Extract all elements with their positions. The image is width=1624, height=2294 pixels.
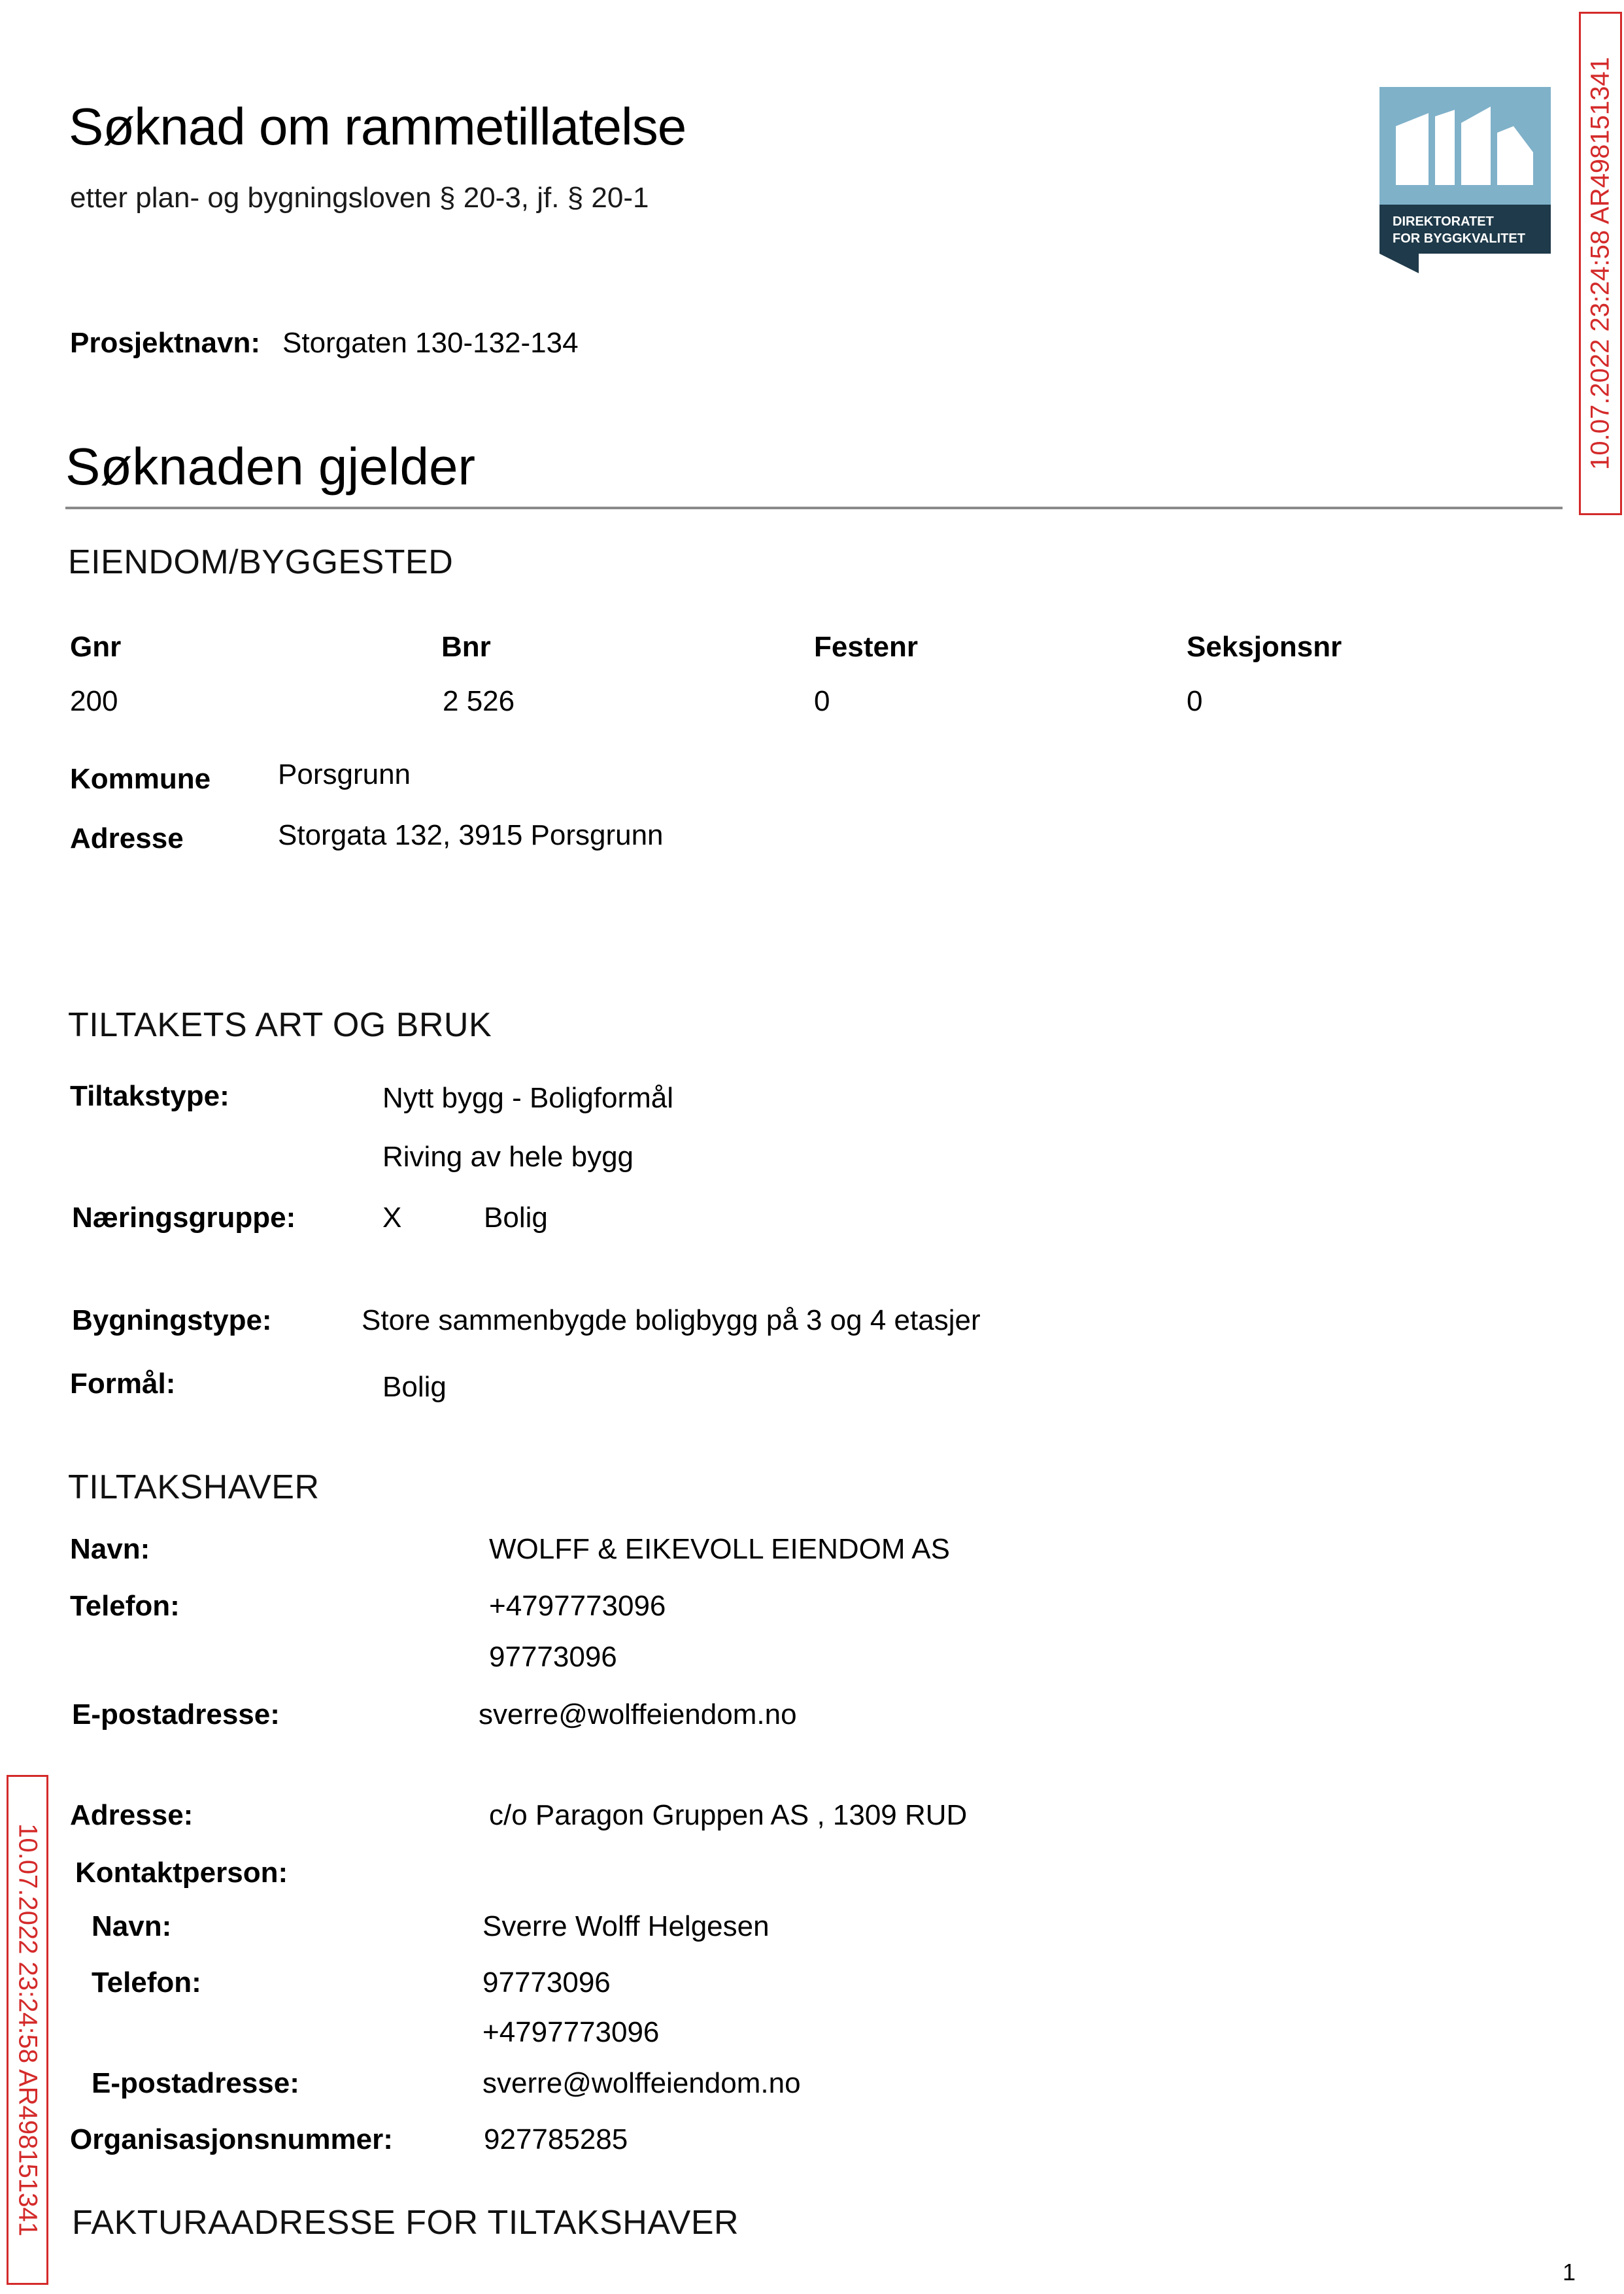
adresse-value: Storgata 132, 3915 Porsgrunn bbox=[278, 819, 664, 851]
bnr-value: 2 526 bbox=[443, 685, 515, 717]
tiltakshaver-telefon-label: Telefon: bbox=[70, 1590, 180, 1622]
seksjonsnr-value: 0 bbox=[1187, 685, 1203, 717]
formaal-value: Bolig bbox=[382, 1371, 447, 1403]
tiltakshaver-heading: TILTAKSHAVER bbox=[68, 1468, 320, 1506]
tiltakshaver-epost-label: E-postadresse: bbox=[72, 1698, 280, 1730]
tiltakshaver-telefon-value-2: 97773096 bbox=[489, 1641, 617, 1673]
festenr-label: Festenr bbox=[814, 631, 918, 663]
section-title: Søknaden gjelder bbox=[65, 437, 476, 496]
timestamp-stamp-bottom bbox=[7, 1775, 48, 2285]
kontakt-epost-value: sverre@wolffeiendom.no bbox=[482, 2067, 801, 2099]
bnr-label: Bnr bbox=[441, 631, 491, 663]
formaal-label: Formål: bbox=[70, 1368, 176, 1400]
document-title: Søknad om rammetillatelse bbox=[69, 97, 686, 156]
timestamp-stamp-top bbox=[1579, 12, 1622, 515]
kommune-label: Kommune bbox=[70, 763, 211, 795]
document-subtitle: etter plan- og bygningsloven § 20-3, jf. § 20-1 bbox=[70, 182, 649, 214]
seksjonsnr-label: Seksjonsnr bbox=[1187, 631, 1342, 663]
bygningstype-value: Store sammenbygde boligbygg på 3 og 4 etasjer bbox=[362, 1304, 981, 1336]
gnr-value: 200 bbox=[70, 685, 118, 717]
orgnr-value: 927785285 bbox=[484, 2123, 628, 2155]
section-divider bbox=[65, 507, 1563, 509]
gnr-label: Gnr bbox=[70, 631, 122, 663]
naeringsgruppe-label: Næringsgruppe: bbox=[72, 1202, 296, 1234]
orgnr-label: Organisasjonsnummer: bbox=[70, 2123, 393, 2155]
naeringsgruppe-code: X bbox=[382, 1202, 402, 1234]
naeringsgruppe-value: Bolig bbox=[484, 1202, 548, 1234]
project-name-value: Storgaten 130-132-134 bbox=[282, 327, 579, 359]
logo-text-line2: FOR BYGGKVALITET bbox=[1393, 231, 1525, 246]
kommune-value: Porsgrunn bbox=[278, 758, 411, 790]
tiltakshaver-adresse-label: Adresse: bbox=[70, 1799, 194, 1831]
tiltakstype-label: Tiltakstype: bbox=[70, 1080, 229, 1112]
logo-text-line1: DIREKTORATET bbox=[1393, 214, 1494, 229]
tiltakshaver-navn-label: Navn: bbox=[70, 1533, 150, 1565]
faktura-heading: FAKTURAADRESSE FOR TILTAKSHAVER bbox=[72, 2204, 739, 2242]
kontakt-epost-label: E-postadresse: bbox=[92, 2067, 299, 2099]
kontakt-navn-label: Navn: bbox=[92, 1910, 172, 1942]
adresse-label: Adresse bbox=[70, 822, 184, 854]
tiltakshaver-epost-value: sverre@wolffeiendom.no bbox=[479, 1698, 797, 1730]
tiltakshaver-telefon-value-1: +4797773096 bbox=[489, 1590, 666, 1622]
page-number: 1 bbox=[1563, 2259, 1576, 2286]
kontakt-navn-value: Sverre Wolff Helgesen bbox=[482, 1910, 770, 1942]
stamp-text: 10.07.2022 23:24:58 AR498151341 bbox=[13, 1823, 42, 2236]
dibk-logo bbox=[1379, 87, 1551, 273]
tiltakshaver-navn-value: WOLFF & EIKEVOLL EIENDOM AS bbox=[489, 1533, 950, 1565]
bygningstype-label: Bygningstype: bbox=[72, 1304, 272, 1336]
tiltakshaver-adresse-value: c/o Paragon Gruppen AS , 1309 RUD bbox=[489, 1799, 968, 1831]
stamp-text: 10.07.2022 23:24:58 AR498151341 bbox=[1585, 57, 1615, 470]
tiltak-heading: TILTAKETS ART OG BRUK bbox=[68, 1006, 492, 1044]
kontakt-telefon-value-2: +4797773096 bbox=[482, 2016, 660, 2048]
eiendom-heading: EIENDOM/BYGGESTED bbox=[68, 543, 454, 581]
project-name-label: Prosjektnavn: bbox=[70, 327, 260, 359]
festenr-value: 0 bbox=[814, 685, 830, 717]
dibk-logo-graphic bbox=[1379, 87, 1551, 273]
tiltakstype-value-1: Nytt bygg - Boligformål bbox=[382, 1082, 674, 1114]
kontaktperson-label: Kontaktperson: bbox=[75, 1857, 288, 1889]
tiltakstype-value-2: Riving av hele bygg bbox=[382, 1141, 634, 1173]
kontakt-telefon-value-1: 97773096 bbox=[482, 1966, 611, 1999]
kontakt-telefon-label: Telefon: bbox=[92, 1966, 201, 1999]
